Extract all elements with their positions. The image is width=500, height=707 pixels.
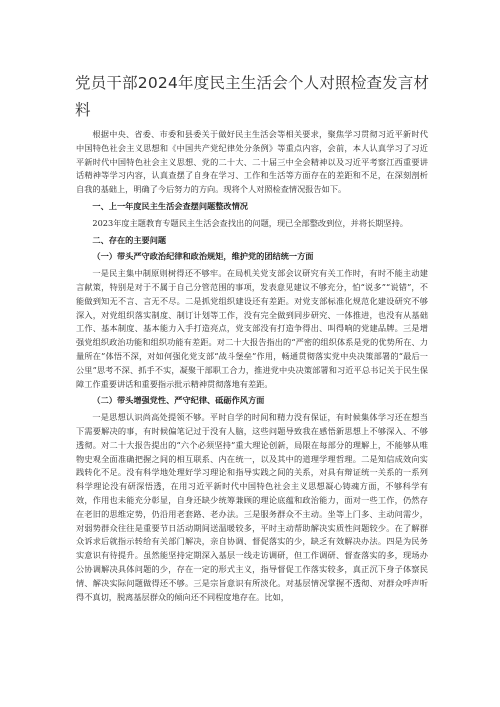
section-heading-2: 二、存在的主要问题 — [92, 234, 167, 245]
document-body — [76, 128, 428, 606]
subsection-heading-2: （二）带头增强党性、严守纪律、砥砺作风方面 — [92, 395, 265, 406]
section1-paragraph: 2023年度主题教育专题民主生活会查找出的问题，现已全部整改到位，并将长期坚持。 — [92, 217, 408, 228]
document-title: 党员干部2024年度民主生活会个人对照检查发言材料 — [75, 74, 430, 119]
subsection-heading-1: （一）带头严守政治纪律和政治规矩，维护党的团结统一方面 — [92, 251, 314, 262]
intro-paragraph: 根据中央、省委、市委和县委关于做好民主生活会等相关要求，聚焦学习贯彻习近平新时代中国特色社会主义思想和《中国共产党纪律处分条例》等重点内容，会前，本人认真学习了习近平新时代中国特色社会主义思想、党的二十大、二十届三中全会精神以及习近平考察江西重要讲话精神等学习内容，认真查摆了自身在学习、工作和生活等方面存在的差距和不足，在深刻剖析自我的基础上，明确了今后努力的方向。现将个人对照检查情况报告如下。 — [76, 129, 428, 195]
section-heading-1: 一、上一年度民主生活会查摆问题整改情况 — [92, 200, 248, 211]
subsection1-paragraph: 一是民主集中制原则树得还不够牢。在局机关党支部会议研究有关工作时，有时不能主动建言献策，特别是对于不属于自己分管范围的事项，发表意见建议不够充分，怕“说多”“说错”，不能做到知无不言、言无不尽。二是抓党组织建设还有差距。对党支部标准化规范化建设研究不够深入，对党组织落实制度、制订计划等工作，没有完全做到同步研究、一体推进，也没有从基础工作、基本制度、基本能力入手打造亮点，党支部没有打造争得出、叫得响的党建品牌。三是增强党组织政治功能和组织功能有差距。对二十大报告指出的“严密的组织体系是党的优势所在、力量所在”体悟不深，对如何强化党支部“战斗堡垒”作用，畅通贯彻落实党中央决策部署的“最后一公里”思考不深、抓手不实，凝聚干部职工合力，推进党中央决策部署和习近平总书记关于民生保障工作重要讲话和重要指示批示精神贯彻落地有差距。 — [76, 268, 428, 389]
subsection2-paragraph: 一是思想认识尚高处提领不够。平时自学的时间和精力没有保证，有时候集体学习还在想当下需要解决的事，有时候偏笔记过于没有人脑，这些问题导致我在感悟新思想上不够深入、不够透彻。对二十大报告提出的“六个必须坚持”重大理论创新，局限在每部分的理解上，不能够从唯物史观全面准确把握之间的相互联系、内在统一，以及其中的道理学理哲理。二是知信成效向实践转化不足。没有科学地处理好学习理论和指导实践之间的关系，对具有辩证统一关系的一系列科学理论没有研深悟透，在用习近平新时代中国特色社会主义思想凝心铸魂方面，不够科学有效，作用也未能充分彰显，自身还缺少统筹兼顾的理论底蕴和政治能力，面对一些工作，仍然存在老旧的思维定势，仍沿用老套路、老办法。三是服务群众不主动。坐等上门多、主动问需少，对弱势群众往往是重要节日活动期间送温暖较多，平时主动帮助解决实质性问题较少。在了解群众诉求后就指示转给有关部门解决，亲自协调、督促落实的少，缺乏有效解决办法。四是为民务实意识有待提升。虽然能坚持定期深入基层一线走访调研，但工作调研、督查落实的多，现场办公协调解决具体问题的少，存在一定的形式主义，指导督促工作落实较多，真正沉下身子体察民情、解决实际问题做得还不够。三是宗旨意识有所淡化。对基层情况掌握不透彻、对群众呼声听得不真切，脱离基层群众的倾向还不同程度地存在。比如， — [76, 412, 428, 602]
